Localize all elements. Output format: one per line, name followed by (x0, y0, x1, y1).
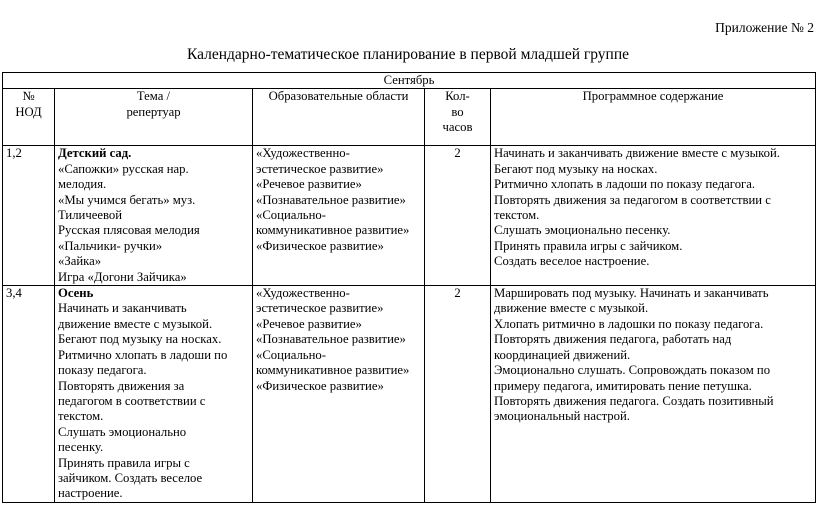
area-line: «Познавательное развитие» (256, 332, 406, 347)
table-row (3, 146, 816, 286)
topic-line: Принять правила игры с (58, 455, 190, 470)
header-hours (425, 89, 491, 146)
month-cell: Сентябрь (3, 73, 816, 89)
header-topic (55, 89, 253, 146)
appendix-label: Приложение № 2 (715, 20, 814, 35)
topic-line: песенку. (58, 440, 104, 455)
areas-cell (253, 286, 425, 503)
content-cell (491, 146, 816, 286)
topic-title: Осень (58, 286, 94, 301)
header-topic-line: Тема / (136, 89, 171, 104)
header-topic-line: репертуар (126, 104, 181, 119)
topic-line: «Пальчики- ручки» (58, 238, 163, 253)
topic-line: показу педагога. (58, 363, 147, 378)
content-line: эмоциональный настрой. (494, 409, 630, 424)
header-hours-line: Кол- (445, 89, 470, 104)
topic-line: Тиличеевой (58, 208, 123, 223)
topic-line: Слушать эмоционально (58, 424, 187, 439)
topic-line: зайчиком. Создать веселое (58, 470, 203, 485)
content-line: Создать веселое настроение. (494, 254, 650, 269)
topic-line: «Сапожки» русская нар. (58, 161, 189, 176)
area-line: «Физическое развитие» (256, 238, 384, 253)
header-content: Программное содержание (491, 89, 816, 146)
content-line: Повторять движения педагога, работать над (494, 332, 732, 347)
topic-line: Игра «Догони Зайчика» (58, 269, 187, 284)
topic-line: Русская плясовая мелодия (58, 223, 200, 238)
area-line: «Художественно- (256, 286, 350, 301)
header-nod-line: № (22, 89, 35, 104)
topic-line: настроение. (58, 486, 123, 501)
content-line: Хлопать ритмично в ладошки по показу педагога. (494, 316, 764, 331)
nod-number-cell: 1,2 (3, 146, 55, 286)
content-line: координацией движений. (494, 347, 631, 362)
header-nod-line: НОД (15, 104, 42, 119)
content-line: Повторять движения педагога. Создать позитивный (494, 393, 774, 408)
topic-line: мелодия. (58, 177, 107, 192)
topic-cell (55, 146, 253, 286)
header-row (3, 89, 816, 146)
area-line: «Познавательное развитие» (256, 192, 406, 207)
hours-cell: 2 (425, 146, 491, 286)
hours-cell: 2 (425, 286, 491, 503)
topic-line: «Зайка» (58, 254, 102, 269)
nod-number-cell: 3,4 (3, 286, 55, 503)
content-line: Слушать эмоционально песенку. (494, 223, 671, 238)
content-line: Бегают под музыку на носках. (494, 161, 658, 176)
area-line: «Физическое развитие» (256, 378, 384, 393)
header-areas: Образовательные области (253, 89, 425, 146)
document-title: Календарно-тематическое планирование в первой младшей группе (186, 46, 630, 63)
content-line: Принять правила игры с зайчиком. (494, 238, 683, 253)
content-line: текстом. (494, 208, 540, 223)
topic-line: Ритмично хлопать в ладоши по (58, 347, 228, 362)
topic-line: текстом. (58, 409, 104, 424)
topic-title: Детский сад. (58, 146, 132, 161)
content-line: Повторять движения за педагогом в соответствии с (494, 192, 771, 207)
content-line: Эмоционально слушать. Сопровождать показом по (494, 363, 771, 378)
area-line: эстетическое развитие» (256, 301, 384, 316)
topic-line: Повторять движения за (58, 378, 185, 393)
content-line: примеру педагога, имитировать пение петушка. (494, 378, 752, 393)
area-line: «Речевое развитие» (256, 177, 362, 192)
header-hours-line: во (451, 104, 464, 119)
planning-table (2, 72, 816, 503)
topic-line: педагогом в соответствии с (58, 393, 206, 408)
area-line: «Речевое развитие» (256, 316, 362, 331)
area-line: «Социально- (256, 208, 326, 223)
topic-line: «Мы учимся бегать» муз. (58, 192, 196, 207)
area-line: «Художественно- (256, 146, 350, 161)
table-row (3, 286, 816, 503)
content-line: Ритмично хлопать в ладоши по показу педагога. (494, 177, 756, 192)
topic-cell (55, 286, 253, 503)
area-line: коммуникативное развитие» (256, 363, 410, 378)
content-line: Начинать и заканчивать движение вместе с музыкой. (494, 146, 780, 161)
month-row (3, 73, 816, 89)
content-line: движение вместе с музыкой. (494, 301, 649, 316)
topic-line: Начинать и заканчивать (58, 301, 187, 316)
area-line: коммуникативное развитие» (256, 223, 410, 238)
areas-cell (253, 146, 425, 286)
header-nod (3, 89, 55, 146)
topic-line: Бегают под музыку на носках. (58, 332, 222, 347)
header-hours-line: часов (442, 120, 473, 135)
content-line: Маршировать под музыку. Начинать и заканчивать (494, 286, 769, 301)
topic-line: движение вместе с музыкой. (58, 316, 213, 331)
content-cell (491, 286, 816, 503)
area-line: эстетическое развитие» (256, 161, 384, 176)
area-line: «Социально- (256, 347, 326, 362)
